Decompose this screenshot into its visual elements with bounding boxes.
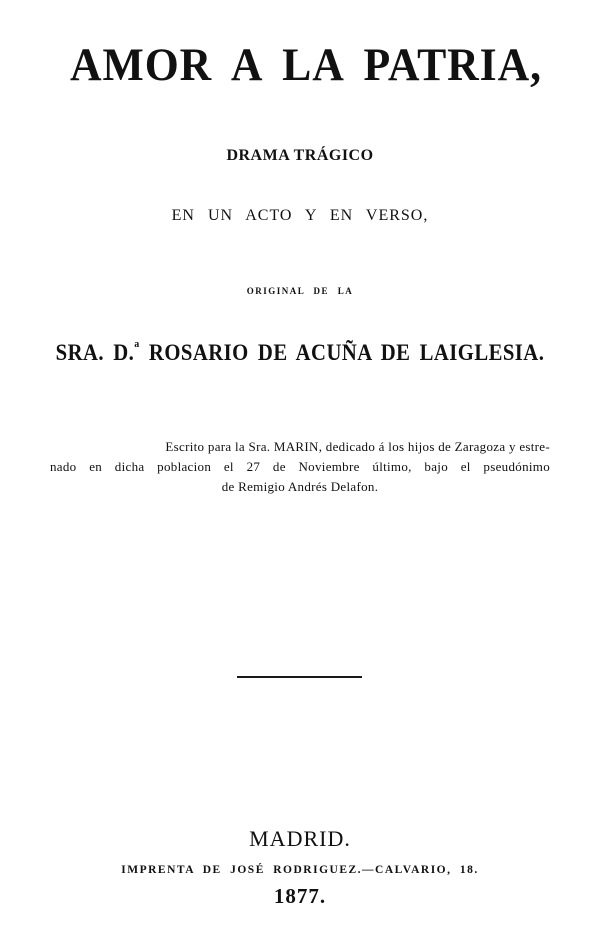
imprint-printer: IMPRENTA DE JOSÉ RODRIGUEZ.—CALVARIO, 18. bbox=[121, 864, 479, 876]
imprint-year: 1877. bbox=[273, 884, 327, 908]
genre-subtitle: DRAMA TRÁGICO bbox=[226, 147, 374, 164]
author-name: ROSARIO DE ACUÑA DE LAIGLESIA. bbox=[148, 340, 545, 365]
author-prefix-superscript: a bbox=[134, 338, 140, 350]
author-line bbox=[30, 340, 570, 366]
imprint-city: MADRID. bbox=[249, 826, 351, 851]
form-subtitle: EN UN ACTO Y EN VERSO, bbox=[171, 207, 429, 224]
note-line-1: Escrito para la Sra. MARIN, dedicado á los hijos de Zaragoza y estre- bbox=[165, 439, 550, 454]
note-line-3: de Remigio Andrés Delafon. bbox=[221, 479, 379, 494]
play-title: AMOR A LA PATRIA, bbox=[70, 39, 542, 91]
note-line-2: nado en dicha poblacion el 27 de Noviembre último, bajo el pseudónimo bbox=[50, 459, 550, 474]
horizontal-rule-divider bbox=[237, 676, 362, 678]
original-label: ORIGINAL DE LA bbox=[246, 286, 354, 296]
author-prefix: SRA. D. bbox=[55, 340, 135, 365]
